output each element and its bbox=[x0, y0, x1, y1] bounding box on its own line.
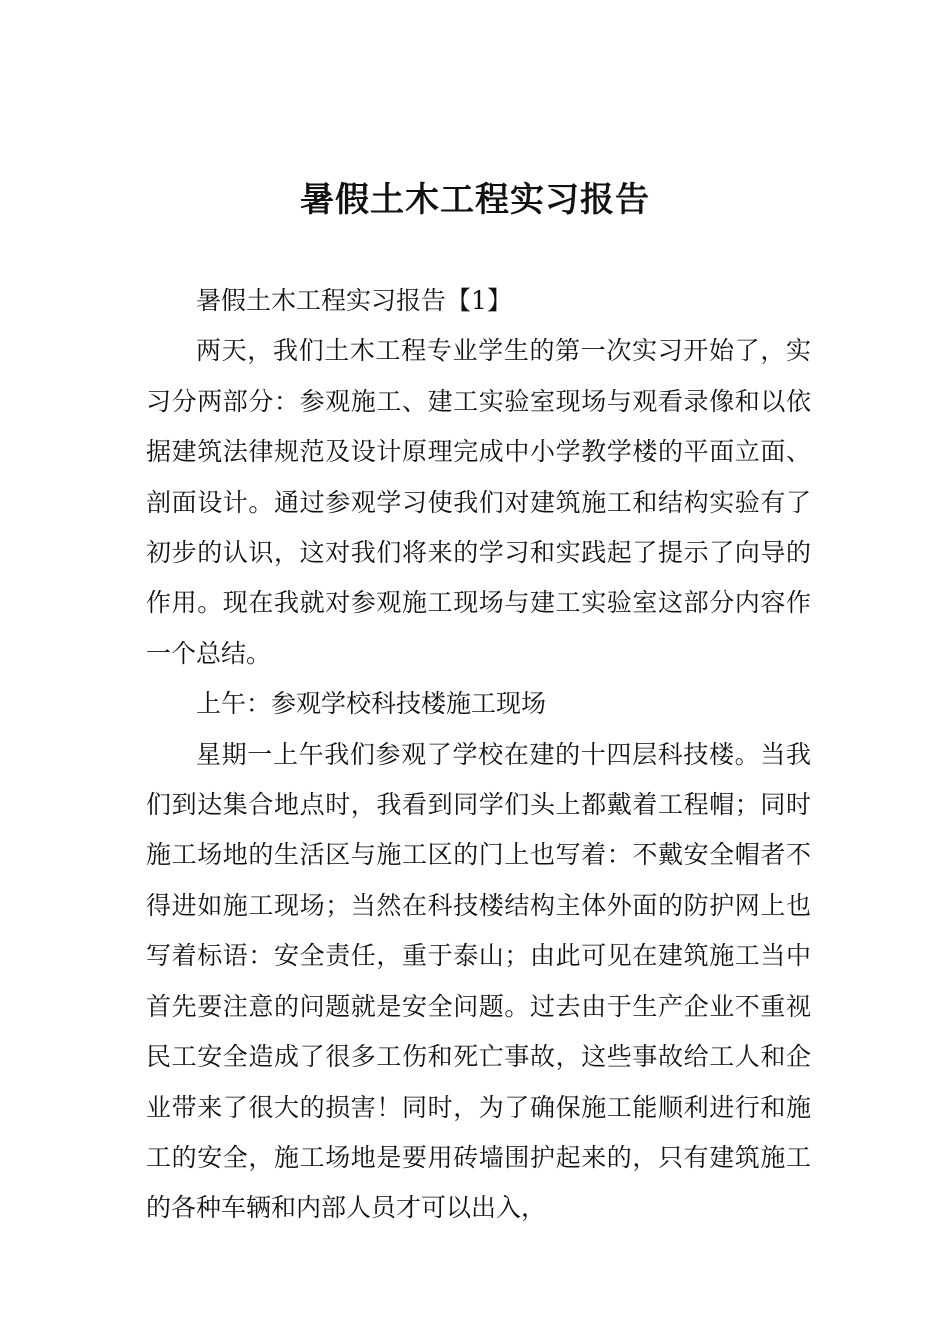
section-heading-morning-visit: 上午：参观学校科技楼施工现场 bbox=[196, 689, 547, 719]
section-heading-report-1: 暑假土木工程实习报告【1】 bbox=[196, 286, 512, 315]
document-body bbox=[146, 276, 811, 1234]
paragraph-intro: 两天，我们土木工程专业学生的第一次实习开始了，实习分两部分：参观施工、建工实验室现场与观看录像和以依据建筑法律规范及设计原理完成中小学教学楼的平面立面、剖面设计。通过参观学习使我们对建筑施工和结构实验有了初步的认识，这对我们将来的学习和实践起了提示了向导的作用。现在我就对参观施工现场与建工实验室这部分内容作一个总结。 bbox=[146, 336, 811, 668]
paragraph-site-visit: 星期一上午我们参观了学校在建的十四层科技楼。当我们到达集合地点时，我看到同学们头上都戴着工程帽；同时施工场地的生活区与施工区的门上也写着：不戴安全帽者不得进如施工现场；当然在科技楼结构主体外面的防护网上也写着标语：安全责任，重于泰山；由此可见在建筑施工当中首先要注意的问题就是安全问题。过去由于生产企业不重视民工安全造成了很多工伤和死亡事故，这些事故给工人和企业带来了很大的损害！同时，为了确保施工能顺利进行和施工的安全，施工场地是要用砖墙围护起来的，只有建筑施工的各种车辆和内部人员才可以出入， bbox=[146, 739, 811, 1223]
document-title: 暑假土木工程实习报告 bbox=[300, 180, 650, 220]
